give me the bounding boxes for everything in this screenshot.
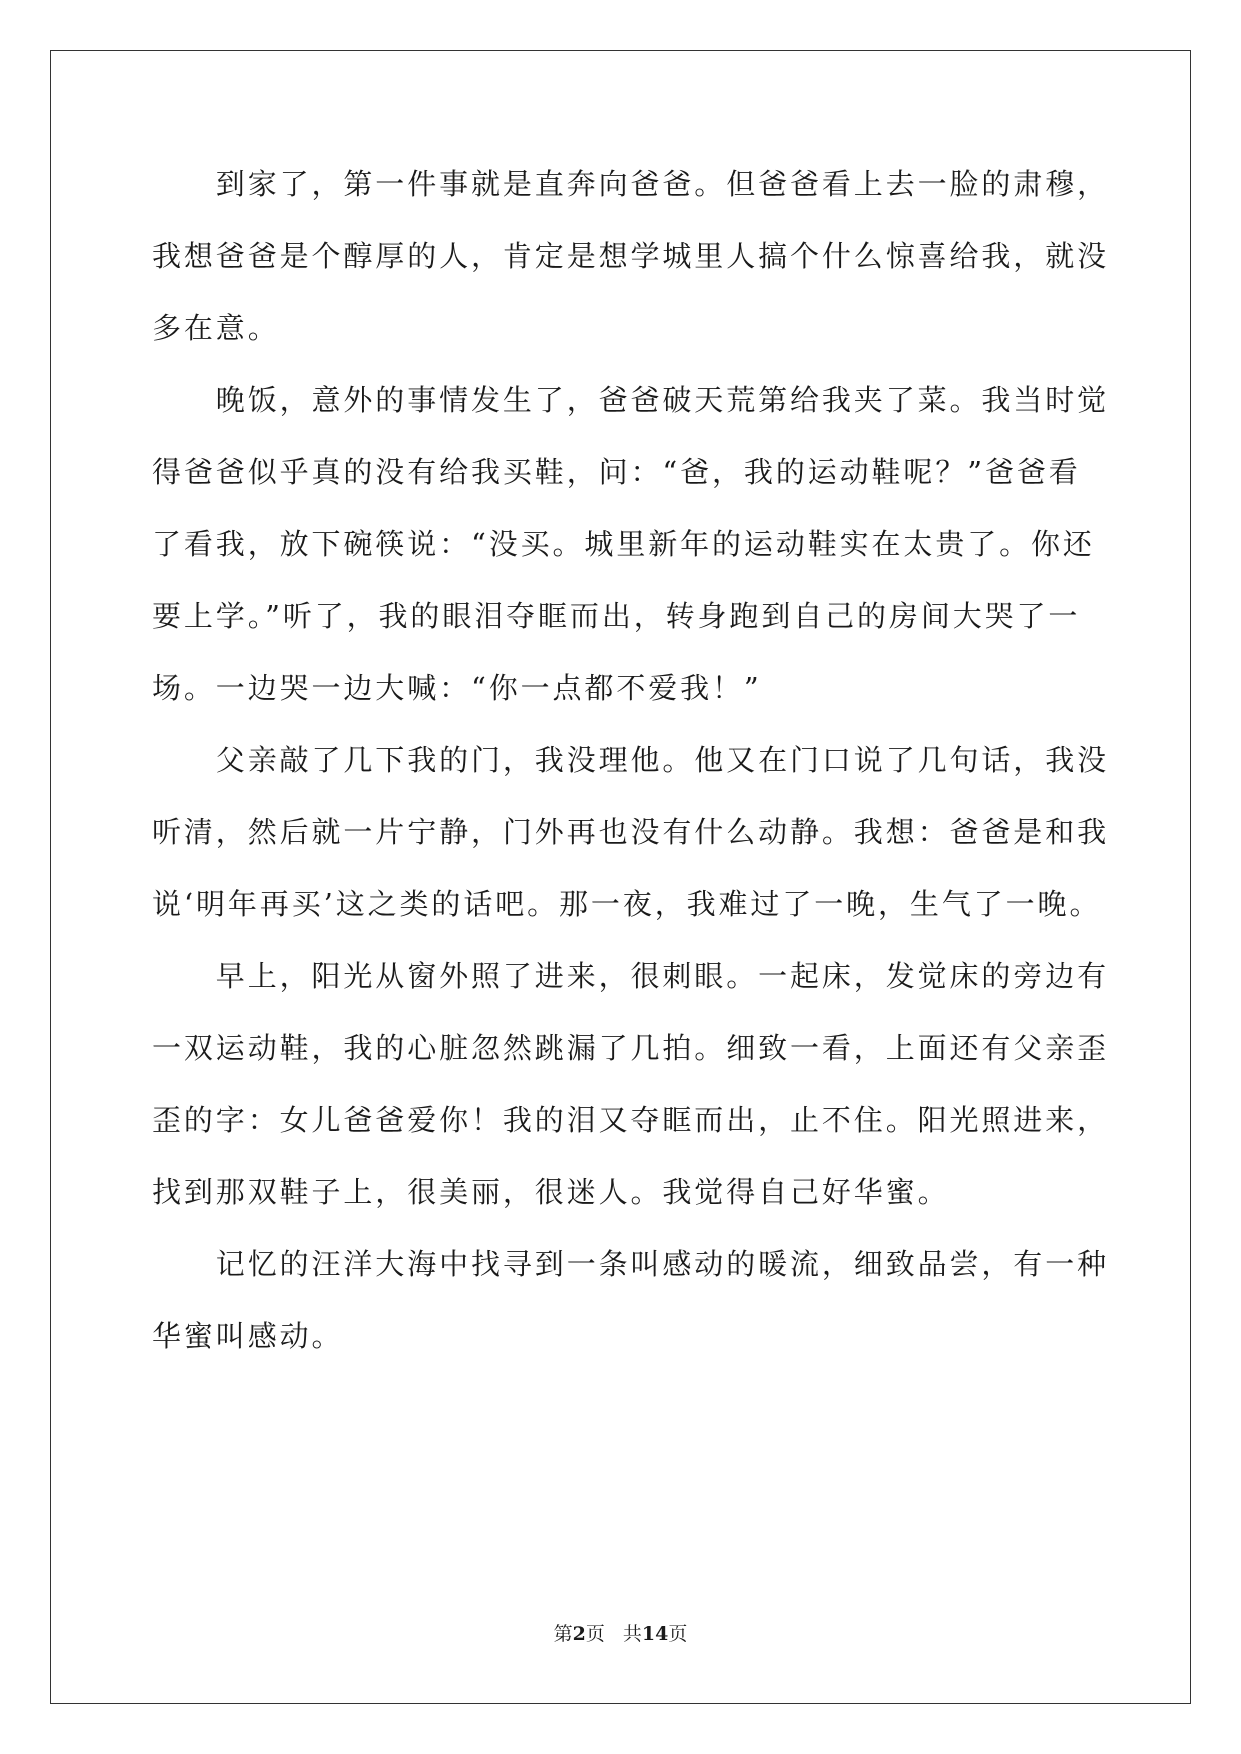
text-line: 找到那双鞋子上，很美丽，很迷人。我觉得自己好华蜜。 bbox=[152, 1175, 950, 1209]
text-line: 说‘明年再买’这之类的话吧。那一夜，我难过了一晚，生气了一晚。 bbox=[152, 887, 1102, 921]
text-line: 到家了，第一件事就是直奔向爸爸。但爸爸看上去一脸的肃穆， bbox=[152, 167, 1110, 201]
text-line: 多在意。 bbox=[152, 311, 280, 345]
page-footer bbox=[0, 1622, 1241, 1646]
total-page-count: 14 bbox=[641, 1623, 669, 1645]
text-line: 了看我，放下碗筷说：“没买。城里新年的运动鞋实在太贵了。你还 bbox=[152, 527, 1095, 561]
total-prefix: 共 bbox=[622, 1623, 642, 1645]
text-line: 父亲敲了几下我的门，我没理他。他又在门口说了几句话，我没 bbox=[152, 743, 1110, 777]
text-line: 华蜜叫感动。 bbox=[152, 1319, 344, 1353]
text-line: 早上，阳光从窗外照了进来，很刺眼。一起床，发觉床的旁边有 bbox=[152, 959, 1110, 993]
page-suffix: 页 bbox=[585, 1623, 605, 1645]
total-pages-label bbox=[623, 1623, 687, 1645]
page-prefix: 第 bbox=[553, 1623, 573, 1645]
text-line: 我想爸爸是个醇厚的人，肯定是想学城里人搞个什么惊喜给我，就没 bbox=[152, 239, 1110, 273]
text-line: 晚饭，意外的事情发生了，爸爸破天荒第给我夹了菜。我当时觉 bbox=[152, 383, 1110, 417]
text-line: 歪的字：女儿爸爸爱你！我的泪又夺眶而出，止不住。阳光照进来， bbox=[152, 1103, 1110, 1137]
text-line: 场。一边哭一边大喊：“你一点都不爱我！” bbox=[152, 671, 762, 705]
text-line: 要上学。”听了，我的眼泪夺眶而出，转身跑到自己的房间大哭了一 bbox=[152, 599, 1081, 633]
text-line: 听清，然后就一片宁静，门外再也没有什么动静。我想：爸爸是和我 bbox=[152, 815, 1110, 849]
text-line: 得爸爸似乎真的没有给我买鞋，问：“爸，我的运动鞋呢？”爸爸看 bbox=[152, 455, 1081, 489]
page-border bbox=[50, 50, 1191, 1704]
text-line: 一双运动鞋，我的心脏忽然跳漏了几拍。细致一看，上面还有父亲歪 bbox=[152, 1031, 1110, 1065]
total-suffix: 页 bbox=[668, 1623, 688, 1645]
page-number-label bbox=[554, 1623, 605, 1645]
text-line: 记忆的汪洋大海中找寻到一条叫感动的暖流，细致品尝，有一种 bbox=[152, 1247, 1110, 1281]
current-page-number: 2 bbox=[572, 1623, 586, 1645]
